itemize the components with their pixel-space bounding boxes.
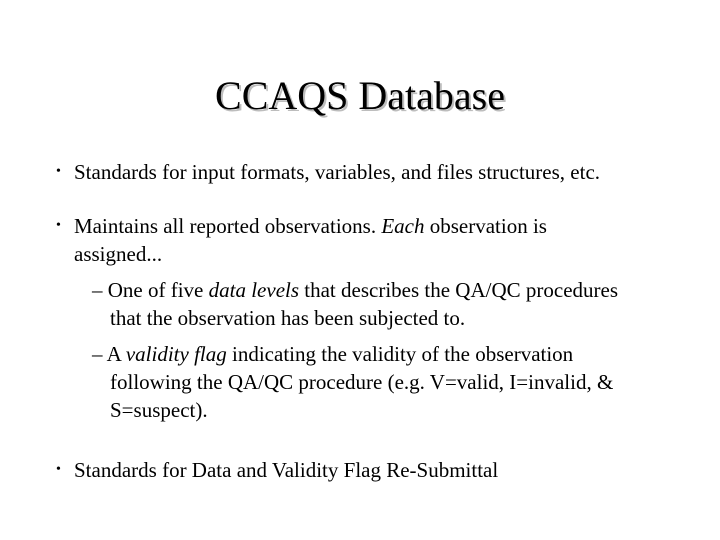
bullet-2-line-1 xyxy=(74,212,547,240)
bullet-2-text-a: Maintains all reported observations. xyxy=(74,214,382,238)
bullet-icon: • xyxy=(56,462,61,477)
bullet-icon: • xyxy=(56,218,61,233)
subitem-1-emphasis: data levels xyxy=(208,278,300,302)
bullet-1-text: Standards for input formats, variables, and files structures, etc. xyxy=(74,160,601,184)
subitem-2-line-3: S=suspect). xyxy=(110,398,208,422)
bullet-2-line-2: assigned... xyxy=(74,242,163,266)
bullet-3-text: Standards for Data and Validity Flag Re-Submittal xyxy=(74,458,499,482)
subitem-1-text-a: One of five xyxy=(107,278,209,302)
subitem-2-emphasis: validity flag xyxy=(125,342,227,366)
subitem-2-text-a: A xyxy=(106,342,126,366)
subitem-1-text-b: that describes the QA/QC procedures xyxy=(299,278,619,302)
subitem-2-line-2: following the QA/QC procedure (e.g. V=valid, I=invalid, & xyxy=(110,370,614,394)
bullet-2-text-b: observation is xyxy=(424,214,547,238)
dash-icon: – xyxy=(92,342,103,366)
bullet-2-emphasis: Each xyxy=(381,214,425,238)
subitem-2-text-b: indicating the validity of the observation xyxy=(226,342,574,366)
subitem-2-line-1 xyxy=(92,340,573,368)
subitem-1-line-2: that the observation has been subjected to. xyxy=(110,306,466,330)
dash-icon: – xyxy=(92,278,103,302)
slide-title: CCAQS Database xyxy=(215,73,505,118)
bullet-icon: • xyxy=(56,164,61,179)
subitem-1-line-1 xyxy=(92,276,618,304)
